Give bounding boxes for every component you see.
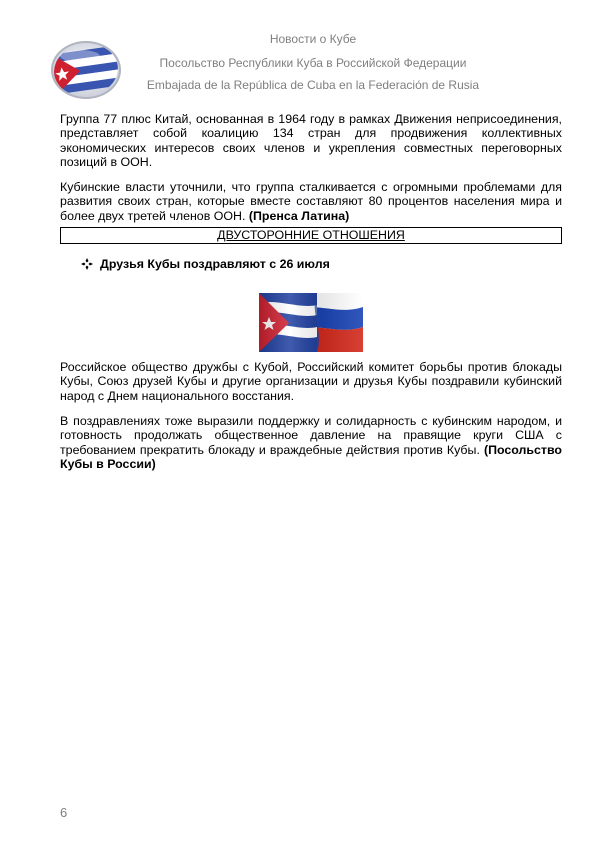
paragraph: В поздравлениях тоже выразили поддержку и солидарность с кубинским народом, и готовность продолжать общественное давление на правящие круги США с требованием прекратить блокаду и враждебные действия против Кубы. (Посольство Кубы в России) [60,413,562,471]
source-credit: (Посольство Кубы в России) [60,442,562,471]
article-content [60,112,562,471]
paragraph: Группа 77 плюс Китай, основанная в 1964 году в рамках Движения неприсоединения, представляет собой коалицию 134 стран для продвижения коллективных экономических интересов своих членов и укрепления совместных переговорных позиций в ООН. [60,112,562,169]
header-embassy-ru: Посольство Республики Куба в Российской Федерации [159,56,467,70]
header-embassy-es: Embajada de la República de Cuba en la Federación de Rusia [146,78,480,92]
source-credit: (Пренса Латина) [248,208,350,223]
four-diamond-bullet-icon [81,258,93,270]
article-heading [81,257,562,271]
header-title: Новости о Кубе [269,32,357,46]
page-number: 6 [60,805,68,820]
section-heading [60,227,562,244]
cuba-russia-flags-icon [259,293,363,352]
article-title: Друзья Кубы поздравляют с 26 июля [100,257,330,272]
paragraph: Российское общество дружбы с Кубой, Российский комитет борьбы против блокады Кубы, Союз друзей Кубы и другие организации и друзья Кубы поздравили кубинский народ с Днем национального восстания. [60,360,562,403]
flags-image-wrap [60,293,562,352]
paragraph: Кубинские власти уточнили, что группа сталкивается с огромными проблемами для развития своих стран, которые вместе составляют 80 процентов населения мира и более двух третей членов ООН. (Пренса Латина) [60,180,562,223]
section-heading-text: ДВУСТОРОННИЕ ОТНОШЕНИЯ [217,228,405,243]
